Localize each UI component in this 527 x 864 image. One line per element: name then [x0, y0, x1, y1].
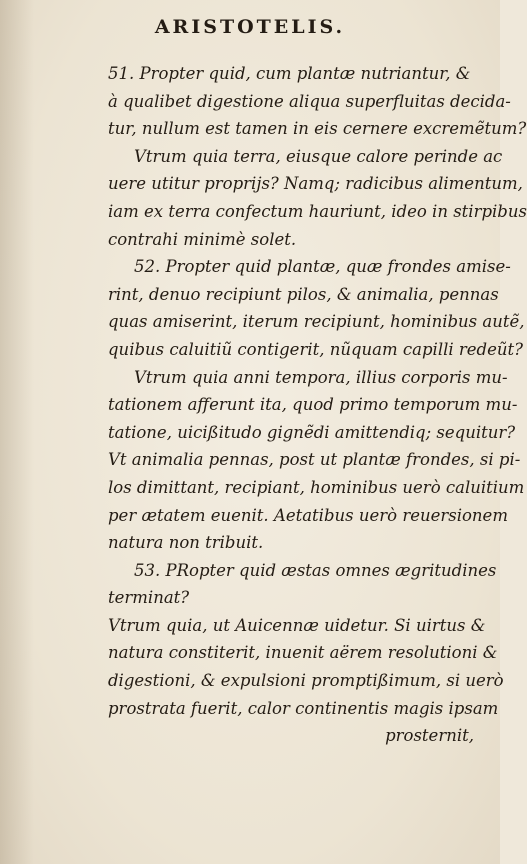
- text-line: quibus caluitiũ contigerit, nũquam capilli redeũt?: [108, 339, 523, 359]
- text-line: Vt animalia pennas, post ut plantæ frondes, si pi-: [108, 450, 521, 470]
- text-line: tatione, uicißitudo gignẽdi amittendiq; sequitur?: [108, 422, 516, 442]
- text-line: natura constiterit, inuenit aërem resolutioni &: [108, 643, 498, 663]
- text-line: 51. Propter quid, cum plantæ nutriantur, &: [108, 64, 471, 83]
- running-head: ARISTOTELIS.: [154, 16, 346, 38]
- text-line: 53. PRopter quid æstas omnes ægritudines: [134, 560, 497, 580]
- text-line: uere utitur proprijs? Namq; radicibus alimentum,: [108, 174, 523, 194]
- text-line: contrahi minimè solet.: [108, 229, 297, 249]
- text-line: Vtrum quia, ut Auicennæ uidetur. Si uirtus &: [108, 615, 486, 635]
- text-line: prostrata fuerit, calor continentis magis ipsam: [108, 698, 499, 718]
- text-line: per ætatem euenit. Aetatibus uerò reuersionem: [108, 505, 508, 525]
- text-line: los dimittant, recipiant, hominibus uerò caluitium: [108, 477, 525, 497]
- text-line: Vtrum quia terra, eiusque calore perinde ac: [134, 146, 503, 166]
- text-line: tationem afferunt ita, quod primo temporum mu-: [108, 395, 518, 415]
- text-line: Vtrum quia anni tempora, illius corporis mu-: [134, 367, 508, 387]
- text-block: [108, 60, 527, 750]
- text-line: natura non tribuit.: [108, 533, 264, 553]
- gutter-shadow: [0, 0, 34, 864]
- text-line: tur, nullum est tamen in eis cernere excremẽtum?: [108, 119, 527, 139]
- text-line: quas amiserint, iterum recipiunt, hominibus autẽ,: [108, 312, 525, 332]
- text-line: digestioni, & expulsioni promptißimum, si uerò: [108, 671, 504, 691]
- text-line: rint, denuo recipiunt pilos, & animalia, pennas: [108, 284, 499, 304]
- text-line: terminat?: [108, 588, 190, 608]
- text-line: à qualibet digestione aliqua superfluitas decida-: [108, 91, 511, 111]
- catchword-line: prosternit,: [385, 726, 474, 746]
- text-line: iam ex terra confectum hauriunt, ideo in stirpibus: [108, 201, 527, 221]
- text-line: 52. Propter quid plantæ, quæ frondes amise-: [134, 257, 511, 277]
